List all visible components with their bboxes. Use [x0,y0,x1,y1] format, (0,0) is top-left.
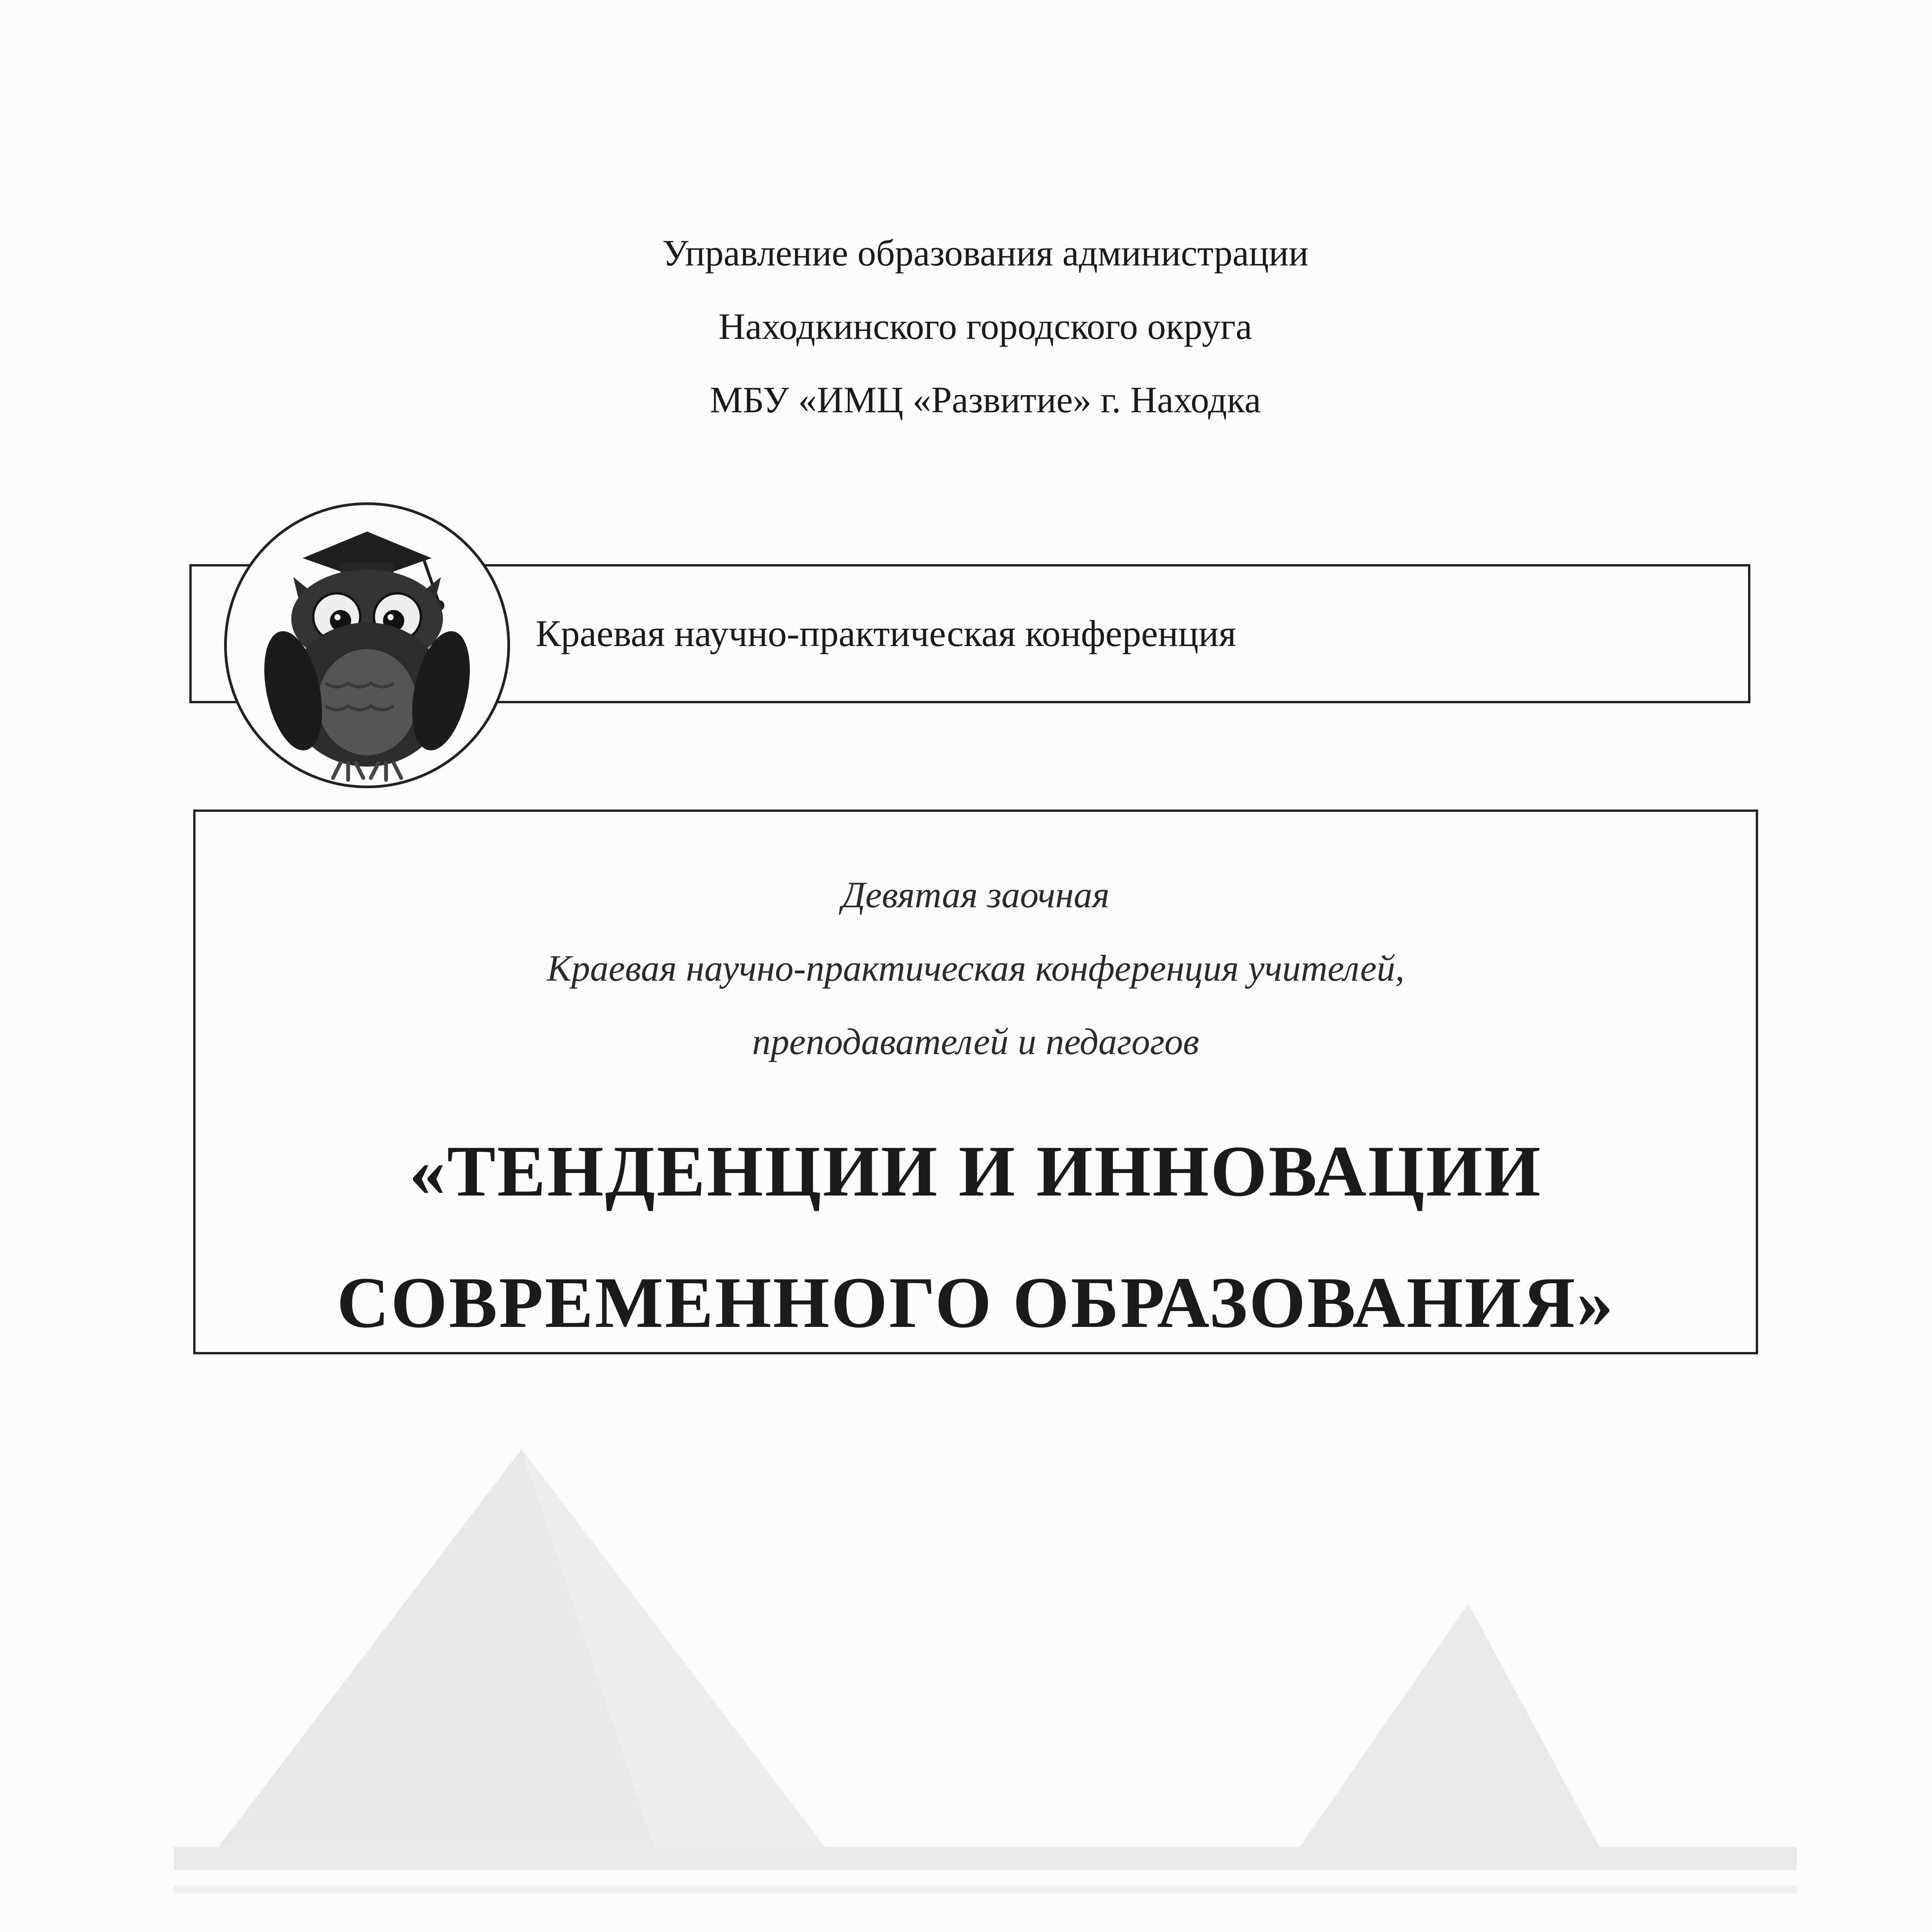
owl-with-graduation-cap-icon [224,502,510,788]
conference-audience: преподавателей и педагогов [752,1021,1199,1062]
conference-description: Краевая научно-практическая конференция учителей, [547,947,1405,989]
issuer-line-district: Находкинского городского округа [718,306,1252,347]
banner-title: Краевая научно-практическая конференция [536,613,1236,655]
conference-title-line-1: «ТЕНДЕНЦИИ И ИННОВАЦИИ [409,1131,1542,1211]
issuer-header [0,216,1932,437]
conference-edition: Девятая заочная [842,874,1110,915]
conference-title-line-2: СОВРЕМЕННОГО ОБРАЗОВАНИЯ» [337,1262,1615,1343]
conference-title-box [193,810,1758,1354]
issuer-line-center: МБУ «ИМЦ «Развитие» г. Находка [709,379,1261,420]
issuer-line-department: Управление образования администрации [662,232,1309,274]
faded-background-illustration [174,1372,1797,1913]
